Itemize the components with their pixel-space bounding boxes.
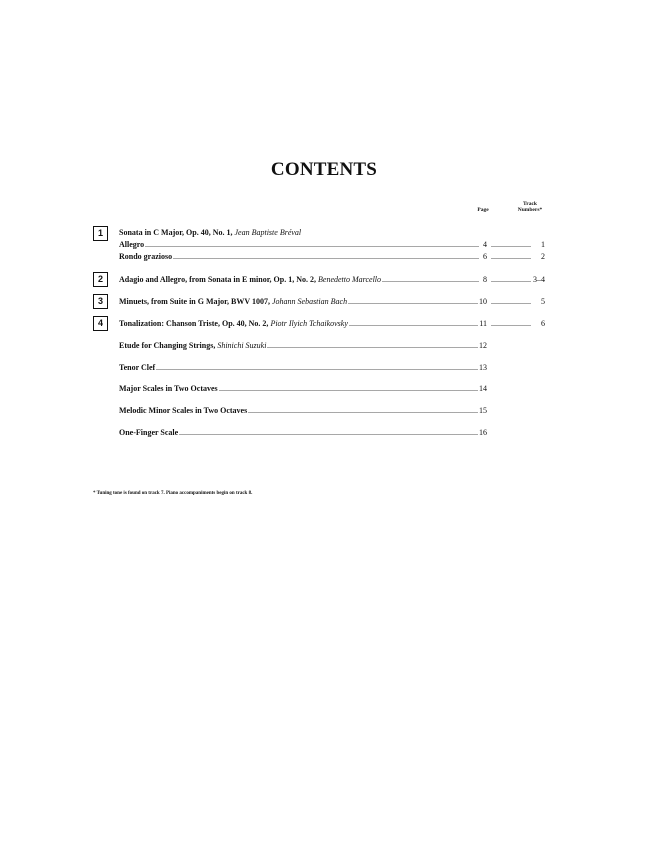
toc-entry-track: 5: [541, 297, 545, 306]
page-column-header: Page: [477, 207, 489, 213]
toc-entry-title: Tenor Clef: [119, 363, 156, 372]
toc-entry-page: 11: [479, 319, 487, 328]
page-title: CONTENTS: [270, 159, 378, 180]
toc-entry[interactable]: [119, 274, 545, 286]
toc-entry[interactable]: [119, 405, 545, 417]
toc-entry-track: 3–4: [533, 275, 545, 284]
dot-leader: [119, 362, 479, 374]
toc-entry-title: One-Finger Scale: [119, 428, 179, 437]
dot-leader: [491, 318, 531, 330]
toc-entry-page: 6: [483, 252, 487, 261]
toc-entry-track: 2: [541, 252, 545, 261]
toc-entry-title: Adagio and Allegro, from Sonata in E minor, Op. 1, No. 2,: [119, 275, 318, 284]
toc-entry-label: [119, 239, 145, 251]
toc-entry-page: 14: [479, 384, 487, 393]
track-column-header: [510, 201, 550, 213]
toc-entry-label: [119, 296, 348, 308]
dot-leader: [491, 274, 531, 286]
toc-entry-label: [119, 340, 267, 352]
toc-entry-label: [119, 251, 173, 263]
toc-entry[interactable]: [119, 251, 545, 263]
toc-entry[interactable]: [119, 383, 545, 395]
toc-entry[interactable]: [119, 427, 545, 439]
toc-entry-title: Tonalization: Chanson Triste, Op. 40, No. 2,: [119, 319, 271, 328]
toc-entry-track: 6: [541, 319, 545, 328]
dot-leader: [491, 296, 531, 308]
toc-entry[interactable]: [119, 340, 545, 352]
toc-entry-composer: Piotr Ilyich Tchaikovsky: [270, 319, 348, 328]
section-number-1: 1: [93, 226, 108, 241]
toc-entry-label: [119, 318, 349, 330]
toc-entry[interactable]: [119, 362, 545, 374]
toc-entry-label: [119, 405, 248, 417]
toc-entry-page: 8: [483, 275, 487, 284]
section-number-3: 3: [93, 294, 108, 309]
toc-entry-label: [119, 362, 156, 374]
dot-leader: [119, 239, 479, 251]
track-header-line2: Numbers*: [517, 207, 543, 213]
section-number-4: 4: [93, 316, 108, 331]
toc-entry-page: 10: [479, 297, 487, 306]
toc-entry-page: 4: [483, 240, 487, 249]
toc-entry-label: [119, 274, 382, 286]
toc-entry-page: 16: [479, 428, 487, 437]
toc-entry-title: Etude for Changing Strings,: [119, 341, 218, 350]
toc-entry[interactable]: [119, 227, 545, 239]
dot-leader: [491, 251, 531, 263]
toc-entry-page: 13: [479, 363, 487, 372]
toc-entry[interactable]: [119, 318, 545, 330]
toc-entry-title: Minuets, from Suite in G Major, BWV 1007,: [119, 297, 272, 306]
toc-entry-title: Melodic Minor Scales in Two Octaves: [119, 406, 248, 415]
toc-entry-title: Rondo grazioso: [119, 252, 173, 261]
toc-entry-label: [119, 227, 302, 239]
toc-entry-composer: Johann Sebastian Bach: [271, 297, 348, 306]
toc-entry-composer: Jean Baptiste Bréval: [234, 228, 302, 237]
toc-entry-composer: Benedetto Marcello: [318, 275, 382, 284]
toc-entry-composer: Shinichi Suzuki: [217, 341, 267, 350]
section-number-2: 2: [93, 272, 108, 287]
dot-leader: [491, 239, 531, 251]
toc-entry[interactable]: [119, 296, 545, 308]
toc-entry[interactable]: [119, 239, 545, 251]
toc-entry-label: [119, 383, 219, 395]
toc-entry-label: [119, 427, 179, 439]
toc-entry-page: 12: [479, 341, 487, 350]
toc-entry-track: 1: [541, 240, 545, 249]
toc-entry-page: 15: [479, 406, 487, 415]
toc-entry-title: Major Scales in Two Octaves: [119, 384, 218, 393]
footnote: * Tuning tone is found on track 7. Piano accompaniments begin on track 8.: [93, 491, 253, 496]
toc-entry-title: Allegro: [119, 240, 145, 249]
toc-entry-title: Sonata in C Major, Op. 40, No. 1,: [119, 228, 235, 237]
track-header-line1: Track: [523, 201, 537, 207]
